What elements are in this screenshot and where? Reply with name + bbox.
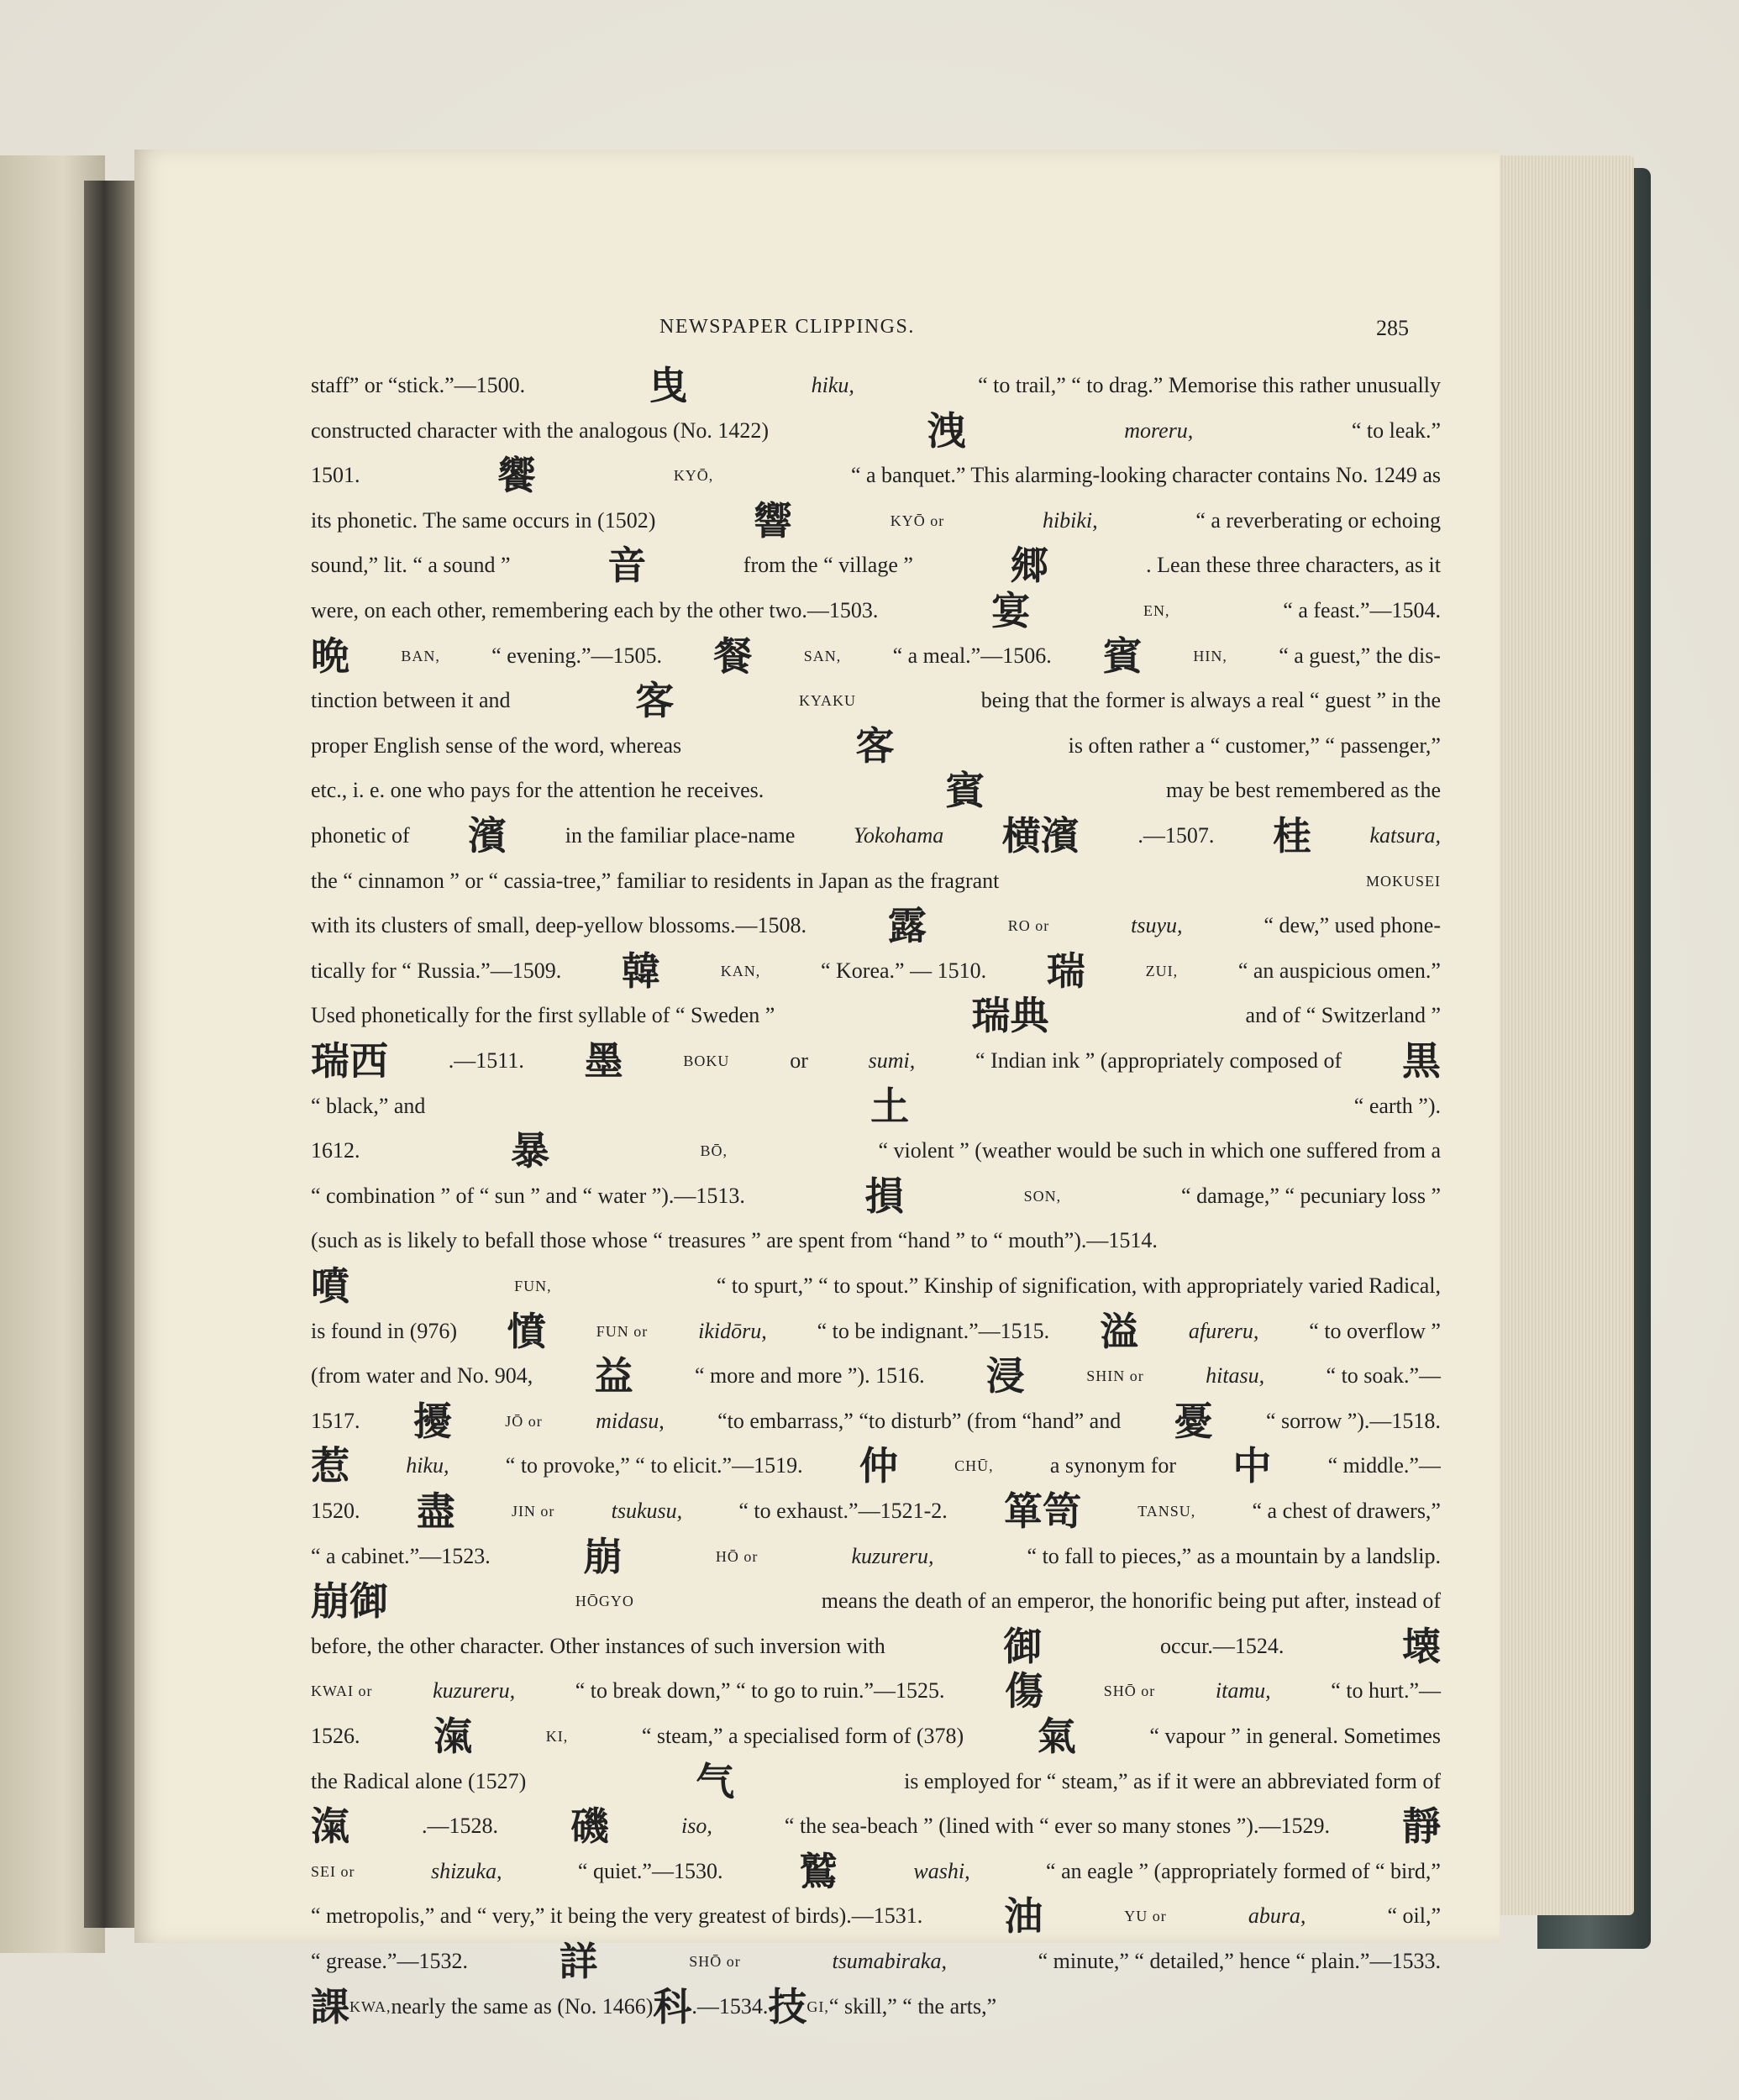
text-line bbox=[311, 588, 1441, 633]
kanji-character: 崩 bbox=[583, 1533, 623, 1579]
kanji-character: 鷲 bbox=[798, 1848, 838, 1894]
text-run: with its clusters of small, deep-yellow blossoms.—1508. bbox=[311, 913, 807, 938]
text-run: “ to overflow ” bbox=[1309, 1318, 1441, 1343]
text-run: “ earth ”). bbox=[1353, 1093, 1441, 1118]
kanji-character: 壊 bbox=[1401, 1623, 1441, 1669]
romanized-reading: kuzureru, bbox=[433, 1678, 516, 1704]
romanized-reading: katsura, bbox=[1369, 823, 1441, 848]
text-line bbox=[311, 1533, 1441, 1579]
text-run: “ an auspicious omen.” bbox=[1237, 958, 1441, 983]
on-reading: BAN, bbox=[401, 647, 440, 664]
kanji-character: 宴 bbox=[991, 588, 1031, 633]
text-run: from the “ village ” bbox=[743, 553, 913, 578]
text-run: etc., i. e. one who pays for the attention he receives. bbox=[311, 778, 764, 803]
text-line bbox=[311, 1128, 1441, 1174]
text-run: “ metropolis,” and “ very,” it being the very greatest of birds).—1531. bbox=[311, 1903, 923, 1929]
on-reading: KYAKU bbox=[799, 692, 857, 710]
book-gutter bbox=[84, 181, 134, 1928]
on-reading: KWA, bbox=[349, 1998, 391, 2015]
text-run: means the death of an emperor, the honorific being put after, instead of bbox=[821, 1588, 1441, 1614]
text-line bbox=[311, 1893, 1441, 1940]
romanized-reading: ikidōru, bbox=[698, 1318, 767, 1343]
text-run: in the familiar place-name bbox=[565, 823, 796, 848]
text-run: “ to leak.” bbox=[1351, 417, 1441, 443]
text-run: “ dew,” used phone- bbox=[1264, 913, 1441, 938]
text-line bbox=[311, 1758, 1441, 1804]
kanji-character: 露 bbox=[887, 903, 927, 949]
text-run: “ oil,” bbox=[1387, 1903, 1441, 1929]
text-run: “ to spurt,” “ to spout.” Kinship of signification, with appropriately varied Radical, bbox=[716, 1273, 1441, 1298]
on-reading: HŌ or bbox=[715, 1547, 759, 1565]
text-run: “ a cabinet.”—1523. bbox=[311, 1543, 491, 1568]
page-block-edge bbox=[1479, 155, 1634, 1915]
text-line bbox=[311, 993, 1441, 1039]
text-run: 1517. bbox=[311, 1408, 360, 1433]
kanji-character: 氣 bbox=[1037, 1714, 1076, 1759]
text-run: “ evening.”—1505. bbox=[491, 643, 663, 668]
text-run: “ a chest of drawers,” bbox=[1252, 1499, 1441, 1523]
text-line bbox=[311, 813, 1441, 858]
romanized-reading: afureru, bbox=[1188, 1318, 1259, 1343]
text-run: “ black,” and bbox=[311, 1093, 426, 1118]
romanized-reading: sumi, bbox=[868, 1048, 916, 1073]
text-line bbox=[311, 1038, 1441, 1084]
on-reading: FUN or bbox=[596, 1322, 649, 1340]
text-run: before, the other character. Other instances of such inversion with bbox=[311, 1633, 885, 1658]
kanji-character: 洩 bbox=[927, 407, 966, 454]
on-reading: SHŌ or bbox=[689, 1953, 741, 1970]
text-run: its phonetic. The same occurs in (1502) bbox=[311, 507, 656, 533]
romanized-reading: itamu, bbox=[1215, 1678, 1271, 1704]
text-run: phonetic of bbox=[311, 823, 410, 848]
kanji-character: 郷 bbox=[1010, 543, 1049, 589]
text-run: may be best remembered as the bbox=[1165, 778, 1441, 803]
on-reading: SEI or bbox=[311, 1862, 355, 1880]
kanji-character: 曳 bbox=[649, 363, 688, 408]
text-run: “ a banquet.” This alarming-looking character contains No. 1249 as bbox=[850, 463, 1441, 488]
text-line bbox=[311, 1353, 1441, 1399]
on-reading: CHŪ, bbox=[954, 1457, 994, 1475]
text-line bbox=[311, 1398, 1441, 1444]
romanized-reading: Yokohama bbox=[853, 823, 944, 848]
text-run: Used phonetically for the first syllable of “ Sweden ” bbox=[311, 1003, 775, 1028]
on-reading: HIN, bbox=[1193, 647, 1227, 664]
text-run: “ to hurt.”— bbox=[1331, 1678, 1441, 1704]
text-run: “ vapour ” in general. Sometimes bbox=[1149, 1724, 1441, 1748]
kanji-character: 客 bbox=[855, 722, 895, 769]
kanji-character: 饗 bbox=[497, 453, 537, 499]
text-run: 1612. bbox=[311, 1138, 360, 1163]
text-run: “ to break down,” “ to go to ruin.”—1525. bbox=[575, 1678, 945, 1704]
text-run: (such as is likely to befall those whose “ treasures ” are spent from “hand ” to “ mouth”).—1514. bbox=[311, 1228, 1158, 1253]
kanji-character: 横濱 bbox=[1001, 813, 1080, 858]
text-run: being that the former is always a real “ guest ” in the bbox=[980, 688, 1441, 713]
kanji-character: 傷 bbox=[1005, 1668, 1044, 1714]
kanji-character: 墨 bbox=[584, 1038, 623, 1084]
kanji-character: 賓 bbox=[945, 768, 985, 814]
text-run: sound,” lit. “ a sound ” bbox=[311, 553, 511, 578]
kanji-character: 餐 bbox=[713, 633, 753, 679]
on-reading: SAN, bbox=[803, 647, 842, 664]
text-run: proper English sense of the word, whereas bbox=[311, 732, 682, 758]
text-line bbox=[311, 497, 1441, 543]
kanji-character: 損 bbox=[864, 1173, 904, 1219]
kanji-character: 賓 bbox=[1103, 633, 1143, 679]
text-run: occur.—1524. bbox=[1160, 1633, 1285, 1658]
romanized-reading: iso, bbox=[681, 1814, 712, 1839]
text-run: 1520. bbox=[311, 1499, 360, 1523]
text-line bbox=[311, 903, 1441, 949]
text-run: “ Indian ink ” (appropriately composed of bbox=[975, 1048, 1342, 1073]
on-reading: HŌGYO bbox=[575, 1593, 634, 1610]
text-run: “ combination ” of “ sun ” and “ water ”).—1513. bbox=[311, 1183, 745, 1208]
on-reading: MOKUSEI bbox=[1365, 872, 1441, 890]
on-reading: SHIN or bbox=[1086, 1368, 1144, 1385]
text-line bbox=[311, 1223, 1441, 1258]
text-run: “ to be indignant.”—1515. bbox=[817, 1318, 1050, 1343]
kanji-character: 噴 bbox=[311, 1263, 349, 1309]
on-reading: KYŌ, bbox=[673, 467, 714, 485]
text-line bbox=[311, 948, 1441, 994]
text-run: nearly the same as (No. 1466) bbox=[391, 1993, 654, 2019]
on-reading: TANSU, bbox=[1137, 1503, 1196, 1520]
text-line bbox=[311, 453, 1441, 499]
kanji-character: 濱 bbox=[468, 813, 507, 858]
kanji-character: 科 bbox=[653, 1983, 692, 2029]
kanji-character: 溢 bbox=[1100, 1308, 1139, 1354]
text-line bbox=[311, 1668, 1441, 1714]
text-line bbox=[311, 1173, 1441, 1219]
on-reading: KAN, bbox=[720, 962, 761, 979]
on-reading: KI, bbox=[545, 1728, 569, 1745]
kanji-character: 音 bbox=[607, 543, 647, 589]
on-reading: FUN, bbox=[514, 1278, 552, 1294]
kanji-character: 瑞 bbox=[1046, 948, 1085, 994]
kanji-character: 御 bbox=[1003, 1623, 1043, 1669]
text-run: “ an eagle ” (appropriately formed of “ bird,” bbox=[1046, 1858, 1441, 1883]
text-run: “ to exhaust.”—1521-2. bbox=[738, 1499, 948, 1523]
kanji-character: 響 bbox=[754, 497, 793, 543]
page-number: 285 bbox=[1376, 316, 1409, 340]
text-run: and of “ Switzerland ” bbox=[1245, 1003, 1441, 1028]
text-run: “ to soak.”— bbox=[1326, 1363, 1441, 1389]
text-run: “ a reverberating or echoing bbox=[1195, 507, 1441, 533]
romanized-reading: midasu, bbox=[596, 1408, 665, 1433]
kanji-character: 晩 bbox=[311, 633, 349, 679]
kanji-character: 中 bbox=[1232, 1443, 1272, 1489]
kanji-character: 盡 bbox=[416, 1488, 455, 1534]
romanized-reading: hitasu, bbox=[1206, 1363, 1265, 1389]
text-line bbox=[311, 1623, 1441, 1669]
kanji-character: 詳 bbox=[559, 1939, 598, 1984]
text-run: is employed for “ steam,” as if it were an abbreviated form of bbox=[904, 1768, 1441, 1793]
romanized-reading: tsumabiraka, bbox=[832, 1949, 947, 1973]
text-run: tically for “ Russia.”—1509. bbox=[311, 958, 562, 983]
text-run: .—1534. bbox=[691, 1993, 769, 2019]
text-run: “ to provoke,” “ to elicit.”—1519. bbox=[505, 1453, 803, 1478]
text-line bbox=[311, 678, 1441, 724]
text-run: “ quiet.”—1530. bbox=[577, 1858, 723, 1883]
text-run: 1501. bbox=[311, 463, 360, 488]
kanji-character: 惹 bbox=[311, 1443, 349, 1489]
on-reading: KYŌ or bbox=[890, 512, 945, 529]
text-run: “ more and more ”). 1516. bbox=[694, 1363, 925, 1389]
text-line bbox=[311, 722, 1441, 769]
text-line bbox=[311, 1443, 1441, 1489]
text-run: 1526. bbox=[311, 1724, 360, 1748]
text-line bbox=[311, 1578, 1441, 1625]
text-line bbox=[311, 1263, 1441, 1309]
text-line bbox=[311, 1983, 1441, 2029]
romanized-reading: shizuka, bbox=[430, 1858, 502, 1883]
kanji-character: 韓 bbox=[621, 948, 660, 994]
kanji-character: 滊 bbox=[433, 1714, 473, 1759]
on-reading: EN, bbox=[1143, 602, 1170, 619]
text-run: “ middle.”— bbox=[1327, 1453, 1441, 1478]
kanji-character: 滊 bbox=[311, 1803, 349, 1850]
text-run: a synonym for bbox=[1049, 1453, 1177, 1478]
kanji-character: 益 bbox=[594, 1353, 633, 1399]
text-line bbox=[311, 1308, 1441, 1354]
kanji-character: 仲 bbox=[859, 1443, 898, 1489]
text-run: were, on each other, remembering each by the other two.—1503. bbox=[311, 598, 879, 622]
text-run: .—1507. bbox=[1137, 823, 1215, 848]
kanji-character: 浸 bbox=[985, 1353, 1025, 1399]
kanji-character: 气 bbox=[696, 1758, 735, 1804]
on-reading: GI, bbox=[806, 1998, 829, 2015]
romanized-reading: washi, bbox=[913, 1858, 970, 1883]
text-line bbox=[311, 768, 1441, 814]
text-run: the “ cinnamon ” or “ cassia-tree,” familiar to residents in Japan as the fragrant bbox=[311, 868, 1000, 893]
text-line bbox=[311, 864, 1441, 899]
kanji-character: 課 bbox=[311, 1983, 349, 2029]
on-reading: KWAI or bbox=[311, 1683, 373, 1700]
kanji-character: 瑞典 bbox=[971, 993, 1049, 1039]
kanji-character: 憤 bbox=[507, 1308, 546, 1354]
text-run: “ a guest,” the dis- bbox=[1279, 643, 1441, 668]
text-run: “ a meal.”—1506. bbox=[892, 643, 1052, 668]
text-run: “ violent ” (weather would be such in which one suffered from a bbox=[878, 1138, 1441, 1163]
text-run: “ minute,” “ detailed,” hence “ plain.”—1533. bbox=[1038, 1949, 1441, 1973]
text-run: staff” or “stick.”—1500. bbox=[311, 373, 526, 397]
text-run: “ grease.”—1532. bbox=[311, 1949, 468, 1973]
on-reading: YU or bbox=[1124, 1908, 1167, 1925]
kanji-character: 桂 bbox=[1272, 813, 1311, 858]
on-reading: SHŌ or bbox=[1103, 1683, 1156, 1700]
text-run: “ damage,” “ pecuniary loss ” bbox=[1181, 1183, 1441, 1208]
text-run: (from water and No. 904, bbox=[311, 1363, 533, 1389]
on-reading: SON, bbox=[1023, 1187, 1062, 1205]
text-run: .—1528. bbox=[422, 1814, 499, 1839]
romanized-reading: tsuyu, bbox=[1131, 913, 1183, 938]
romanized-reading: kuzureru, bbox=[851, 1543, 934, 1568]
romanized-reading: abura, bbox=[1248, 1903, 1306, 1929]
kanji-character: 技 bbox=[768, 1983, 807, 2029]
on-reading: ZUI, bbox=[1145, 962, 1179, 979]
on-reading: BŌ, bbox=[700, 1142, 728, 1160]
kanji-character: 靜 bbox=[1401, 1803, 1441, 1850]
kanji-character: 油 bbox=[1004, 1893, 1043, 1940]
on-reading: BOKU bbox=[683, 1053, 730, 1069]
on-reading: JIN or bbox=[511, 1503, 555, 1520]
text-run: the Radical alone (1527) bbox=[311, 1768, 527, 1793]
romanized-reading: moreru, bbox=[1124, 417, 1194, 443]
text-line bbox=[311, 1488, 1441, 1534]
text-run: is found in (976) bbox=[311, 1318, 458, 1343]
kanji-character: 磯 bbox=[570, 1803, 610, 1850]
on-reading: JŌ or bbox=[505, 1412, 543, 1430]
kanji-character: 客 bbox=[635, 678, 675, 724]
kanji-character: 黒 bbox=[1401, 1038, 1441, 1084]
text-run: or bbox=[790, 1048, 808, 1073]
kanji-character: 土 bbox=[870, 1083, 910, 1129]
text-run: “ skill,” “ the arts,” bbox=[828, 1993, 997, 2019]
text-run: “ steam,” a specialised form of (378) bbox=[641, 1724, 964, 1748]
text-run: is often rather a “ customer,” “ passenger,” bbox=[1068, 732, 1441, 758]
text-line bbox=[311, 1803, 1441, 1850]
text-run: . Lean these three characters, as it bbox=[1146, 553, 1441, 578]
text-line bbox=[311, 1939, 1441, 1984]
text-run: “ the sea-beach ” (lined with “ ever so many stones ”).—1529. bbox=[784, 1814, 1330, 1839]
text-line bbox=[311, 363, 1441, 408]
text-line bbox=[311, 543, 1441, 589]
text-run: “ a feast.”—1504. bbox=[1283, 598, 1441, 622]
text-run: “to embarrass,” “to disturb” (from “hand” and bbox=[717, 1408, 1122, 1433]
kanji-character: 崩御 bbox=[311, 1578, 388, 1625]
text-run: constructed character with the analogous (No. 1422) bbox=[311, 417, 770, 443]
book-page bbox=[134, 150, 1500, 2029]
romanized-reading: hiku, bbox=[811, 373, 854, 397]
text-line bbox=[311, 1083, 1441, 1129]
text-line bbox=[311, 1848, 1441, 1894]
text-line bbox=[311, 633, 1441, 679]
kanji-character: 暴 bbox=[510, 1128, 549, 1174]
on-reading: RO or bbox=[1007, 917, 1050, 935]
text-run: “ sorrow ”).—1518. bbox=[1265, 1408, 1441, 1433]
running-head bbox=[134, 316, 1500, 358]
text-run: “ Korea.” — 1510. bbox=[820, 958, 987, 983]
running-head-title: NEWSPAPER CLIPPINGS. bbox=[659, 316, 915, 338]
kanji-character: 擾 bbox=[412, 1398, 452, 1444]
romanized-reading: hibiki, bbox=[1042, 507, 1098, 533]
text-line bbox=[311, 407, 1441, 454]
text-run: “ to fall to pieces,” as a mountain by a landslip. bbox=[1027, 1543, 1441, 1568]
kanji-character: 憂 bbox=[1174, 1398, 1213, 1444]
romanized-reading: tsukusu, bbox=[611, 1499, 683, 1523]
text-run: tinction between it and bbox=[311, 688, 511, 713]
text-line bbox=[311, 1714, 1441, 1759]
kanji-character: 箪笥 bbox=[1003, 1488, 1081, 1534]
kanji-character: 瑞西 bbox=[311, 1038, 388, 1084]
text-run: .—1511. bbox=[448, 1048, 524, 1073]
text-run: “ to trail,” “ to drag.” Memorise this rather unusually bbox=[978, 373, 1441, 397]
romanized-reading: hiku, bbox=[406, 1453, 449, 1478]
